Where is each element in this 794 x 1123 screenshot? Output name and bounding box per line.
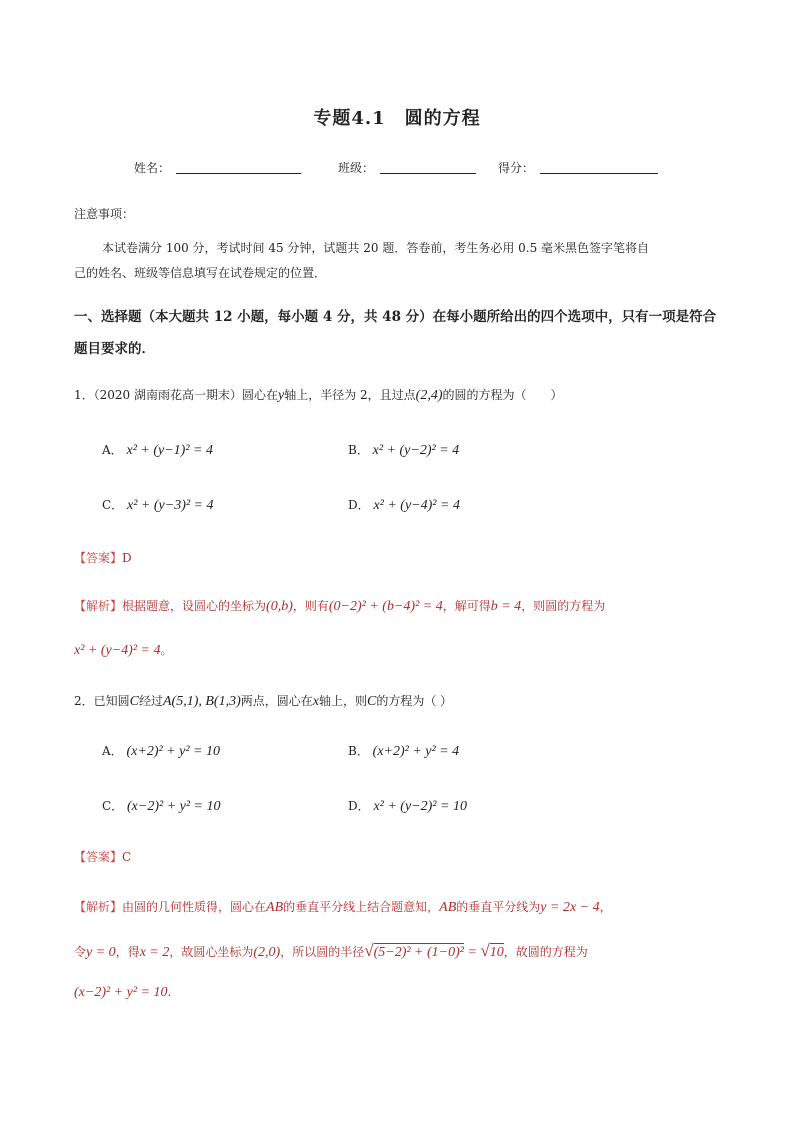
class-label: 班级： xyxy=(338,161,375,175)
q2-analysis-center: (2,0) xyxy=(253,945,281,960)
q1-option-c-label: C． xyxy=(102,498,124,512)
q2-option-b-label: B． xyxy=(348,744,369,758)
q2-text: 的方程为（ ） xyxy=(376,694,453,708)
q2-circle-c: C xyxy=(129,694,139,709)
q1-answer xyxy=(74,549,132,566)
q2-option-a[interactable] xyxy=(102,742,220,760)
q1-analysis-text: ，则有 xyxy=(292,599,329,613)
q1-analysis-text: ，解可得 xyxy=(442,599,491,613)
q2-analysis-radius xyxy=(364,941,504,960)
q1-analysis-text: 根据题意，设圆心的坐标为 xyxy=(122,599,267,613)
q1-option-c[interactable] xyxy=(102,496,214,514)
sqrt-sign-icon: √ xyxy=(480,941,490,960)
section-heading-line2: 题目要求的． xyxy=(74,341,155,357)
q2-analysis-ab: AB xyxy=(266,900,284,915)
q2-analysis-ab: AB xyxy=(439,900,457,915)
q1-option-d-label: D． xyxy=(348,498,370,512)
q2-points: A(5,1), B(1,3) xyxy=(163,694,241,709)
notice-line1: 本试卷满分 100 分，考试时间 45 分钟，试题共 20 题．答卷前，考生务必用 0.5 毫米黑色签字笔将自 xyxy=(102,241,650,255)
q2-circle-c: C xyxy=(367,694,377,709)
q2-text: 两点，圆心在 xyxy=(240,694,313,708)
q2-analysis-y0: y = 0 xyxy=(86,945,116,960)
q1-option-b[interactable] xyxy=(348,441,459,459)
q2-analysis-text: 令 xyxy=(74,945,87,959)
score-field[interactable] xyxy=(540,173,658,174)
q1-analysis-equation: (0−2)² + (b−4)² = 4 xyxy=(328,599,443,614)
section-heading-line1: 一、选择题（本大题共 12 小题，每小题 4 分，共 48 分）在每小题所给出的四个选项中，只有一项是符合 xyxy=(74,309,717,325)
q2-analysis-text: 的垂直平分线为 xyxy=(456,900,541,914)
q2-analysis-eq-sign: = xyxy=(463,945,481,960)
q1-option-d-expr: x² + (y−4)² = 4 xyxy=(373,498,460,513)
q1-option-a[interactable] xyxy=(102,441,213,459)
q1-option-d[interactable] xyxy=(348,496,460,514)
class-field[interactable] xyxy=(380,173,476,174)
q2-option-c-label: C． xyxy=(102,799,124,813)
q2-option-d-expr: x² + (y−2)² = 10 xyxy=(373,799,467,814)
q2-analysis-text: ，故圆的方程为 xyxy=(503,945,588,959)
q2-answer xyxy=(74,848,131,865)
page-title: 专题4.1 圆的方程 xyxy=(313,108,481,129)
q2-text: 轴上，则 xyxy=(319,694,368,708)
q1-analysis-tag: 【解析】 xyxy=(74,599,123,613)
q2-option-c[interactable] xyxy=(102,797,221,815)
q2-analysis-line2 xyxy=(74,941,588,961)
q2-analysis-text: ，所以圆的半径 xyxy=(280,945,365,959)
q2-option-b-expr: (x+2)² + y² = 4 xyxy=(372,744,460,759)
q2-analysis-text: 由圆的几何性质得，圆心在 xyxy=(122,900,267,914)
q1-analysis-center: (0,b) xyxy=(266,599,293,614)
notice-heading: 注意事项： xyxy=(74,207,135,221)
q1-prefix: 1．（2020 湖南雨花高一期末）圆心在 xyxy=(74,388,278,402)
notice-line2: 己的姓名、班级等信息填写在试卷规定的位置． xyxy=(74,266,327,280)
q2-analysis-line-equation: y = 2x − 4 xyxy=(540,900,600,915)
q1-option-b-label: B． xyxy=(348,443,369,457)
q1-option-a-label: A． xyxy=(102,443,123,457)
q1-option-a-expr: x² + (y−1)² = 4 xyxy=(126,443,213,458)
q1-option-b-expr: x² + (y−2)² = 4 xyxy=(372,443,460,458)
q2-text: 经过 xyxy=(138,694,163,708)
q2-analysis-line1 xyxy=(74,898,612,916)
q2-axis: x xyxy=(312,694,319,709)
q2-analysis-radius-expr: (5−2)² + (1−0)² xyxy=(373,945,464,960)
q1-analysis-line1 xyxy=(74,597,605,615)
q2-option-c-expr: (x−2)² + y² = 10 xyxy=(127,799,221,814)
q2-analysis-line3 xyxy=(74,985,171,1001)
q2-option-d[interactable] xyxy=(348,797,467,815)
q1-analysis-result: x² + (y−4)² = 4 xyxy=(74,643,161,658)
q2-analysis-end: . xyxy=(167,985,172,999)
q2-analysis-text: ， xyxy=(599,900,612,914)
q1-suffix: 的圆的方程为（ ） xyxy=(442,388,563,402)
q2-analysis-text: ，得 xyxy=(115,945,140,959)
score-label: 得分： xyxy=(498,161,535,175)
q1-analysis-end: 。 xyxy=(160,643,173,657)
q1-option-c-expr: x² + (y−3)² = 4 xyxy=(127,498,214,513)
question-1 xyxy=(74,386,563,404)
q1-answer-value: D xyxy=(122,551,132,565)
q1-analysis-text: ，则圆的方程为 xyxy=(521,599,606,613)
q2-analysis-sqrt10: 10 xyxy=(489,945,504,960)
name-label: 姓名： xyxy=(134,161,171,175)
q1-axis: y xyxy=(278,388,285,403)
q2-answer-tag: 【答案】 xyxy=(74,850,123,864)
q1-analysis-line2 xyxy=(74,641,173,659)
q2-analysis-tag: 【解析】 xyxy=(74,900,123,914)
q1-mid: 轴上，半径为 2，且过点 xyxy=(284,388,416,402)
question-2 xyxy=(74,692,452,710)
q2-analysis-text: ，故圆心坐标为 xyxy=(169,945,254,959)
q2-option-a-expr: (x+2)² + y² = 10 xyxy=(126,744,220,759)
sqrt-sign-icon: √ xyxy=(364,941,374,960)
q2-answer-value: C xyxy=(122,850,132,864)
q2-analysis-result: (x−2)² + y² = 10 xyxy=(74,985,168,1000)
name-field[interactable] xyxy=(176,173,301,174)
q2-prefix: 2．已知圆 xyxy=(74,694,130,708)
q2-option-b[interactable] xyxy=(348,742,459,760)
q1-point: (2,4) xyxy=(415,388,443,403)
q2-option-d-label: D． xyxy=(348,799,370,813)
q2-analysis-text: 的垂直平分线上结合题意知， xyxy=(283,900,440,914)
q2-analysis-x2: x = 2 xyxy=(139,945,170,960)
q1-analysis-b: b = 4 xyxy=(490,599,522,614)
q2-option-a-label: A． xyxy=(102,744,123,758)
q1-answer-tag: 【答案】 xyxy=(74,551,123,565)
